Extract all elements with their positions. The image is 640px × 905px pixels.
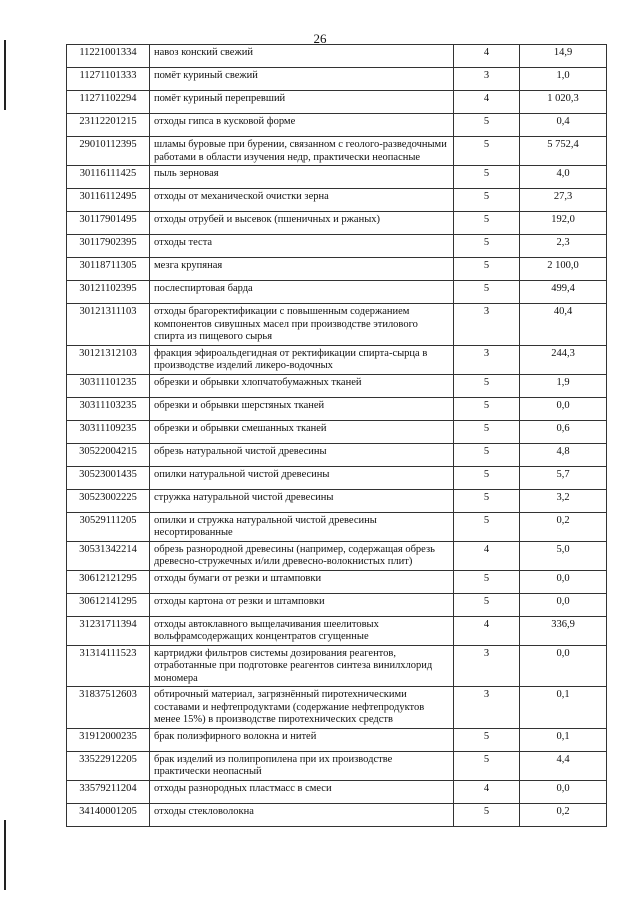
hazard-class-cell: 4 [454,780,520,803]
waste-name-cell: отходы картона от резки и штамповки [150,593,454,616]
waste-name-cell: навоз конский свежий [150,45,454,68]
hazard-class-cell: 4 [454,541,520,570]
waste-code-cell: 29010112395 [67,137,150,166]
waste-code-cell: 30121102395 [67,281,150,304]
waste-table [66,44,607,827]
hazard-class-cell: 5 [454,166,520,189]
table-row [67,728,607,751]
table-row [67,91,607,114]
table-row [67,616,607,645]
amount-cell: 2 100,0 [520,258,607,281]
hazard-class-cell: 5 [454,212,520,235]
amount-cell: 0,2 [520,512,607,541]
amount-cell: 244,3 [520,345,607,374]
waste-name-cell: отходы бумаги от резки и штамповки [150,570,454,593]
table-row [67,645,607,687]
amount-cell: 3,2 [520,489,607,512]
hazard-class-cell: 5 [454,803,520,826]
waste-code-cell: 30523001435 [67,466,150,489]
waste-code-cell: 30117902395 [67,235,150,258]
table-row [67,687,607,729]
waste-code-cell: 30311103235 [67,397,150,420]
amount-cell: 5,7 [520,466,607,489]
hazard-class-cell: 5 [454,466,520,489]
amount-cell: 4,4 [520,751,607,780]
table-row [67,345,607,374]
waste-name-cell: обрезки и обрывки смешанных тканей [150,420,454,443]
table-row [67,780,607,803]
hazard-class-cell: 3 [454,687,520,729]
hazard-class-cell: 5 [454,397,520,420]
table-row [67,512,607,541]
waste-name-cell: помёт куриный свежий [150,68,454,91]
waste-name-cell: отходы теста [150,235,454,258]
amount-cell: 0,1 [520,728,607,751]
waste-name-cell: опилки натуральной чистой древесины [150,466,454,489]
waste-code-cell: 30311109235 [67,420,150,443]
waste-name-cell: отходы автоклавного выщелачивания шеелитовых вольфрамсодержащих концентратов сгущенные [150,616,454,645]
table-row [67,281,607,304]
table-row [67,235,607,258]
amount-cell: 1,9 [520,374,607,397]
waste-code-cell: 23112201215 [67,114,150,137]
waste-code-cell: 33579211204 [67,780,150,803]
table-row [67,541,607,570]
table-row [67,803,607,826]
waste-name-cell: шламы буровые при бурении, связанном с геолого-разведочными работами в области изучения недр, практически неопасные [150,137,454,166]
waste-name-cell: фракция эфироальдегидная от ректификации спирта-сырца в производстве изделий ликеро-водочных [150,345,454,374]
waste-code-cell: 31231711394 [67,616,150,645]
table-row [67,443,607,466]
table-row [67,189,607,212]
amount-cell: 27,3 [520,189,607,212]
amount-cell: 4,0 [520,166,607,189]
hazard-class-cell: 3 [454,304,520,346]
amount-cell: 0,0 [520,593,607,616]
table-row [67,45,607,68]
waste-code-cell: 30117901495 [67,212,150,235]
waste-code-cell: 11271101333 [67,68,150,91]
waste-name-cell: отходы стекловолокна [150,803,454,826]
hazard-class-cell: 5 [454,137,520,166]
waste-name-cell: послеспиртовая барда [150,281,454,304]
table-row [67,258,607,281]
hazard-class-cell: 5 [454,489,520,512]
waste-code-cell: 30529111205 [67,512,150,541]
waste-name-cell: брак полиэфирного волокна и нитей [150,728,454,751]
waste-code-cell: 30522004215 [67,443,150,466]
table-row [67,114,607,137]
waste-name-cell: отходы разнородных пластмасс в смеси [150,780,454,803]
table-row [67,489,607,512]
amount-cell: 5,0 [520,541,607,570]
table-row [67,374,607,397]
amount-cell: 1,0 [520,68,607,91]
waste-code-cell: 31912000235 [67,728,150,751]
hazard-class-cell: 5 [454,189,520,212]
amount-cell: 2,3 [520,235,607,258]
waste-name-cell: картриджи фильтров системы дозирования реагентов, отработанные при подготовке реагентов синтеза винилхлорид мономера [150,645,454,687]
waste-name-cell: отходы отрубей и высевок (пшеничных и ржаных) [150,212,454,235]
waste-name-cell: обтирочный материал, загрязнённый пиротехническими составами и нефтепродуктами (содержание нефтепродуктов менее 15%) в производстве пиротехнических средств [150,687,454,729]
amount-cell: 14,9 [520,45,607,68]
amount-cell: 0,1 [520,687,607,729]
waste-code-cell: 30612121295 [67,570,150,593]
amount-cell: 499,4 [520,281,607,304]
amount-cell: 0,0 [520,570,607,593]
table-row [67,166,607,189]
waste-code-cell: 30311101235 [67,374,150,397]
hazard-class-cell: 3 [454,345,520,374]
table-row [67,212,607,235]
hazard-class-cell: 4 [454,91,520,114]
waste-code-cell: 33522912205 [67,751,150,780]
hazard-class-cell: 5 [454,281,520,304]
waste-code-cell: 31314111523 [67,645,150,687]
amount-cell: 0,0 [520,397,607,420]
waste-name-cell: обрезь натуральной чистой древесины [150,443,454,466]
amount-cell: 336,9 [520,616,607,645]
hazard-class-cell: 3 [454,645,520,687]
table-row [67,751,607,780]
amount-cell: 0,6 [520,420,607,443]
amount-cell: 0,0 [520,780,607,803]
hazard-class-cell: 5 [454,751,520,780]
amount-cell: 0,0 [520,645,607,687]
waste-name-cell: отходы от механической очистки зерна [150,189,454,212]
waste-name-cell: помёт куриный перепревший [150,91,454,114]
table-row [67,420,607,443]
hazard-class-cell: 5 [454,258,520,281]
hazard-class-cell: 5 [454,570,520,593]
amount-cell: 5 752,4 [520,137,607,166]
hazard-class-cell: 3 [454,68,520,91]
waste-code-cell: 30116112495 [67,189,150,212]
waste-code-cell: 30121312103 [67,345,150,374]
hazard-class-cell: 5 [454,728,520,751]
hazard-class-cell: 5 [454,114,520,137]
amount-cell: 0,2 [520,803,607,826]
waste-name-cell: брак изделий из полипропилена при их производстве практически неопасный [150,751,454,780]
amount-cell: 40,4 [520,304,607,346]
hazard-class-cell: 5 [454,593,520,616]
waste-name-cell: отходы гипса в кусковой форме [150,114,454,137]
table-row [67,570,607,593]
hazard-class-cell: 4 [454,45,520,68]
waste-code-cell: 30523002225 [67,489,150,512]
page-number: 26 [313,31,327,46]
table-row [67,397,607,420]
waste-code-cell: 34140001205 [67,803,150,826]
hazard-class-cell: 5 [454,443,520,466]
amount-cell: 192,0 [520,212,607,235]
hazard-class-cell: 5 [454,512,520,541]
hazard-class-cell: 5 [454,374,520,397]
waste-code-cell: 30612141295 [67,593,150,616]
scan-margin-mark [4,820,6,890]
waste-name-cell: обрезки и обрывки шерстяных тканей [150,397,454,420]
table-row [67,137,607,166]
table-row [67,304,607,346]
scan-margin-mark [4,40,6,110]
waste-code-cell: 11271102294 [67,91,150,114]
waste-name-cell: обрезки и обрывки хлопчатобумажных тканей [150,374,454,397]
waste-code-cell: 30121311103 [67,304,150,346]
table-row [67,593,607,616]
waste-name-cell: отходы брагоректификации с повышенным содержанием компонентов сивушных масел при производстве этилового спирта из пищевого сырья [150,304,454,346]
table-row [67,466,607,489]
waste-name-cell: стружка натуральной чистой древесины [150,489,454,512]
amount-cell: 0,4 [520,114,607,137]
waste-code-cell: 30531342214 [67,541,150,570]
waste-code-cell: 30118711305 [67,258,150,281]
waste-code-cell: 11221001334 [67,45,150,68]
waste-name-cell: опилки и стружка натуральной чистой древесины несортированные [150,512,454,541]
waste-code-cell: 30116111425 [67,166,150,189]
amount-cell: 4,8 [520,443,607,466]
waste-name-cell: обрезь разнородной древесины (например, содержащая обрезь древесно-стружечных и/или древесно-волокнистых плит) [150,541,454,570]
hazard-class-cell: 5 [454,235,520,258]
hazard-class-cell: 5 [454,420,520,443]
hazard-class-cell: 4 [454,616,520,645]
amount-cell: 1 020,3 [520,91,607,114]
waste-name-cell: пыль зерновая [150,166,454,189]
waste-code-cell: 31837512603 [67,687,150,729]
waste-name-cell: мезга крупяная [150,258,454,281]
table-row [67,68,607,91]
